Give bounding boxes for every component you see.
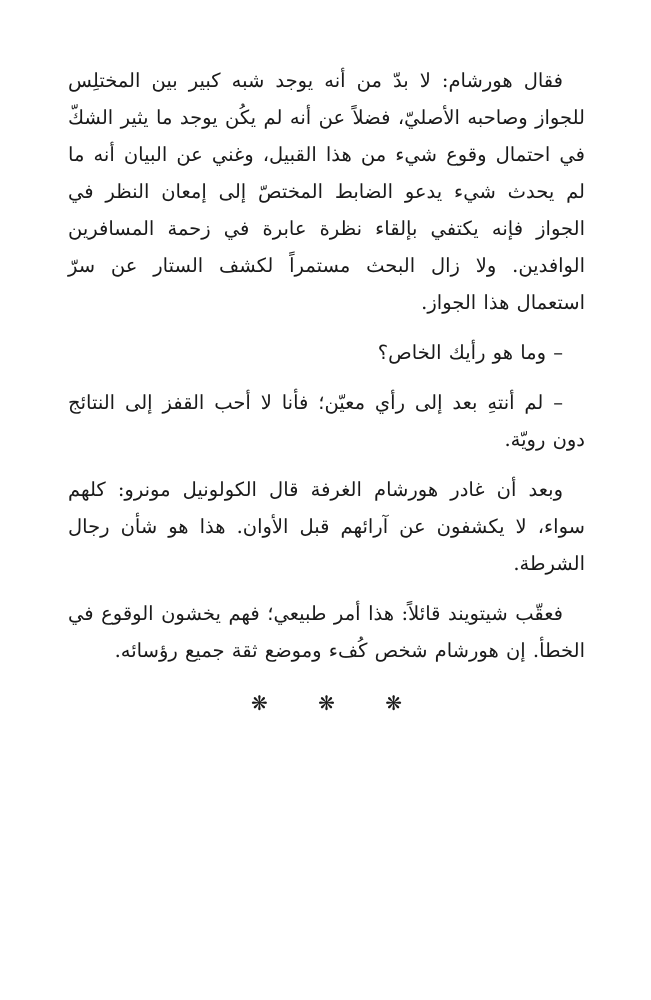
paragraph-chetwynd-reply: فعقّب شيتويند قائلاً: هذا أمر طبيعي؛ فهم يخشون الوقوع في الخطأ. إن هورشام شخص كُفء وموضع ثقة جميع رؤسائه. bbox=[68, 602, 585, 662]
paragraph-answer: – لم أنتهِ بعد إلى رأي معيّن؛ فأنا لا أحب القفز إلى النتائج دون رويّة. bbox=[68, 391, 585, 451]
section-break-ornament: ❋ ❋ ❋ bbox=[251, 691, 424, 715]
paragraph-horsham-explanation: فقال هورشام: لا بدّ من أنه يوجد شبه كبير بين المختلِس للجواز وصاحبه الأصليّ، فضلاً عن أنه لم يكُن يوجد ما يثير الشكّ في احتمال وقوع شيء من هذا القبيل، وغني عن البيان أنه ما لم يحدث شيء يدعو الضابط المختصّ إلى إمعان النظر في الجواز فإنه يكتفي بإلقاء نظرة عابرة في زحمة المسافرين الوافدين. ولا زال البحث مستمراً لكشف الستار عن سرّ استعمال هذا الجواز. bbox=[68, 69, 585, 314]
paragraph-question: – وما هو رأيك الخاص؟ bbox=[377, 341, 563, 364]
paragraph-colonel-remark: وبعد أن غادر هورشام الغرفة قال الكولونيل مونرو: كلهم سواء، لا يكشفون عن آرائهم قبل الأوان. هذا هو شأن رجال الشرطة. bbox=[68, 478, 585, 575]
